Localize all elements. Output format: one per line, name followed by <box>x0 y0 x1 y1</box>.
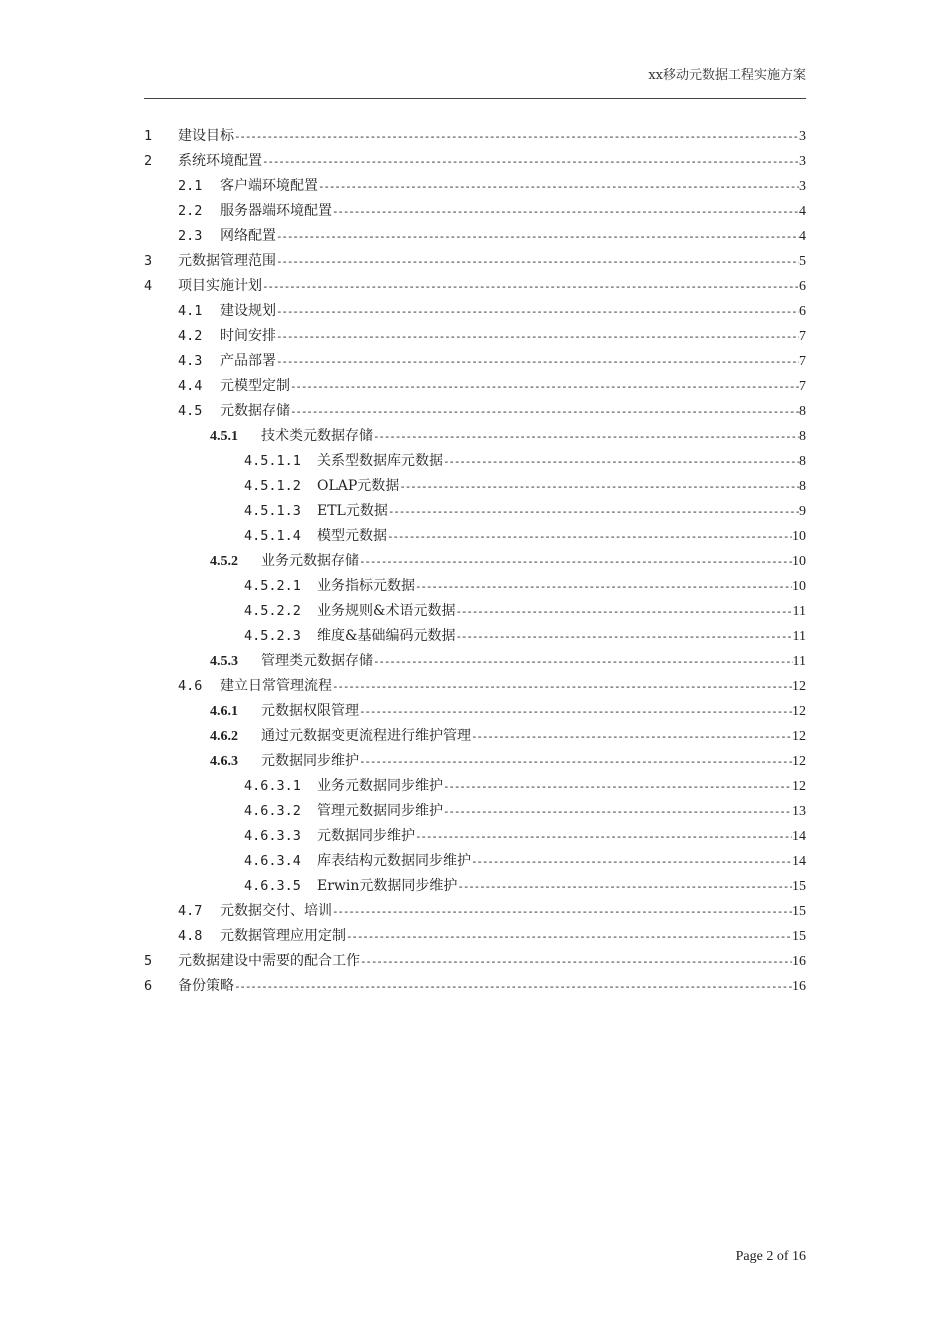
toc-dot-leader <box>415 574 792 599</box>
toc-entry[interactable] <box>144 199 806 224</box>
header-divider <box>144 98 806 99</box>
toc-entry[interactable] <box>144 724 806 749</box>
toc-entry[interactable] <box>144 699 806 724</box>
toc-dot-leader <box>276 349 799 374</box>
toc-dot-leader <box>373 649 793 674</box>
toc-entry-page: 12 <box>792 729 806 744</box>
toc-entry-title: 建设目标 <box>178 128 234 144</box>
toc-entry-title: 元数据权限管理 <box>261 703 359 719</box>
toc-entry[interactable] <box>144 499 806 524</box>
toc-entry-title: 元数据同步维护 <box>261 753 359 769</box>
toc-entry-page: 12 <box>792 754 806 769</box>
toc-entry-number: 4.6.3.3 <box>244 828 301 844</box>
toc-entry-number: 4.5.2.3 <box>244 628 301 644</box>
toc-entry-page: 7 <box>799 329 806 344</box>
toc-entry-number: 4.5.2.2 <box>244 603 301 619</box>
toc-dot-leader <box>276 224 799 249</box>
toc-dot-leader <box>346 924 792 949</box>
toc-entry-page: 14 <box>792 829 806 844</box>
toc-dot-leader <box>457 874 792 899</box>
toc-entry-number: 4.6 <box>178 678 203 694</box>
toc-entry-title: 元数据交付、培训 <box>220 903 332 919</box>
toc-entry-number: 4.2 <box>178 328 203 344</box>
toc-entry[interactable] <box>144 649 806 674</box>
toc-entry-title: 业务元数据同步维护 <box>317 778 443 794</box>
toc-entry-number: 3 <box>144 253 153 269</box>
toc-entry-page: 3 <box>799 154 806 169</box>
toc-entry-title: 管理类元数据存储 <box>261 653 373 669</box>
toc-dot-leader <box>332 674 792 699</box>
toc-dot-leader <box>388 499 799 524</box>
toc-entry[interactable] <box>144 674 806 699</box>
toc-entry[interactable] <box>144 299 806 324</box>
toc-entry-page: 11 <box>792 604 806 619</box>
toc-entry[interactable] <box>144 624 806 649</box>
toc-entry[interactable] <box>144 474 806 499</box>
toc-entry-title: 业务规则&术语元数据 <box>317 603 456 619</box>
toc-entry[interactable] <box>144 749 806 774</box>
toc-entry-title: 业务指标元数据 <box>317 578 415 594</box>
toc-entry-title: 客户端环境配置 <box>220 178 318 194</box>
toc-dot-leader <box>234 124 799 149</box>
toc-dot-leader <box>276 324 799 349</box>
toc-entry-number: 4.7 <box>178 903 203 919</box>
toc-entry-number: 4.5.1.2 <box>244 478 301 494</box>
toc-entry-title: Erwin元数据同步维护 <box>317 878 458 894</box>
toc-entry-number: 2.1 <box>178 178 203 194</box>
toc-entry-page: 16 <box>792 954 806 969</box>
toc-entry-number: 4.5.3 <box>210 654 238 669</box>
toc-entry[interactable] <box>144 949 806 974</box>
toc-entry-title: 服务器端环境配置 <box>220 203 332 219</box>
toc-entry-title: 元数据同步维护 <box>317 828 415 844</box>
toc-entry[interactable] <box>144 274 806 299</box>
toc-entry[interactable] <box>144 174 806 199</box>
toc-dot-leader <box>443 449 799 474</box>
toc-entry-page: 7 <box>799 354 806 369</box>
toc-entry[interactable] <box>144 149 806 174</box>
toc-entry-number: 4.6.3.1 <box>244 778 301 794</box>
toc-entry-page: 12 <box>792 704 806 719</box>
toc-dot-leader <box>290 374 799 399</box>
toc-entry-page: 15 <box>792 929 806 944</box>
toc-entry-number: 4.5.1.4 <box>244 528 301 544</box>
toc-dot-leader <box>360 949 792 974</box>
toc-entry-title: 技术类元数据存储 <box>261 428 373 444</box>
toc-entry-page: 9 <box>799 504 806 519</box>
toc-entry[interactable] <box>144 574 806 599</box>
toc-entry-number: 4.6.3.5 <box>244 878 301 894</box>
toc-entry-title: 元数据建设中需要的配合工作 <box>178 953 360 969</box>
document-title: xx移动元数据工程实施方案 <box>648 68 806 83</box>
toc-dot-leader <box>290 399 799 424</box>
toc-dot-leader <box>262 149 799 174</box>
toc-entry-number: 4.8 <box>178 928 203 944</box>
toc-entry-page: 8 <box>799 479 806 494</box>
toc-entry-title: 元数据管理范围 <box>178 253 276 269</box>
toc-entry-page: 4 <box>799 229 806 244</box>
toc-entry-title: 备份策略 <box>178 978 234 994</box>
toc-entry-page: 15 <box>792 879 806 894</box>
toc-entry-title: 库表结构元数据同步维护 <box>317 853 471 869</box>
toc-entry-page: 11 <box>792 629 806 644</box>
toc-dot-leader <box>359 749 792 774</box>
toc-entry-number: 2.3 <box>178 228 203 244</box>
toc-entry-number: 4.5.1 <box>210 429 238 444</box>
toc-entry-page: 15 <box>792 904 806 919</box>
toc-dot-leader <box>332 899 792 924</box>
toc-entry-title: 业务元数据存储 <box>261 553 359 569</box>
toc-entry-page: 10 <box>792 554 806 569</box>
toc-entry-number: 1 <box>144 128 153 144</box>
toc-dot-leader <box>373 424 799 449</box>
toc-entry-number: 4.6.3.4 <box>244 853 301 869</box>
toc-entry[interactable] <box>144 824 806 849</box>
toc-entry-title: 建设规划 <box>220 303 276 319</box>
toc-entry[interactable] <box>144 449 806 474</box>
toc-entry-page: 16 <box>792 979 806 994</box>
toc-entry-title: ETL元数据 <box>317 503 388 519</box>
toc-entry[interactable] <box>144 524 806 549</box>
toc-entry[interactable] <box>144 324 806 349</box>
toc-entry-number: 4 <box>144 278 153 294</box>
toc-entry-page: 4 <box>799 204 806 219</box>
toc-entry[interactable] <box>144 399 806 424</box>
toc-entry[interactable] <box>144 249 806 274</box>
toc-dot-leader <box>399 474 799 499</box>
toc-dot-leader <box>276 249 799 274</box>
toc-entry-page: 14 <box>792 854 806 869</box>
toc-entry-page: 8 <box>799 404 806 419</box>
toc-entry-title: 元数据存储 <box>220 403 290 419</box>
toc-entry[interactable] <box>144 549 806 574</box>
toc-entry-page: 3 <box>799 179 806 194</box>
toc-entry[interactable] <box>144 599 806 624</box>
toc-entry-page: 6 <box>799 279 806 294</box>
toc-entry-number: 4.1 <box>178 303 203 319</box>
toc-entry-number: 6 <box>144 978 153 994</box>
toc-dot-leader <box>332 199 799 224</box>
toc-dot-leader <box>359 549 792 574</box>
toc-entry-number: 4.4 <box>178 378 203 394</box>
toc-dot-leader <box>262 274 799 299</box>
toc-entry[interactable] <box>144 124 806 149</box>
toc-entry-title: 时间安排 <box>220 328 276 344</box>
toc-entry-title: 网络配置 <box>220 228 276 244</box>
toc-entry[interactable] <box>144 899 806 924</box>
toc-dot-leader <box>234 974 792 999</box>
toc-entry[interactable] <box>144 224 806 249</box>
toc-entry-title: 模型元数据 <box>317 528 387 544</box>
toc-dot-leader <box>415 824 792 849</box>
toc-dot-leader <box>318 174 799 199</box>
toc-dot-leader <box>387 524 792 549</box>
toc-entry-number: 4.5.2.1 <box>244 578 301 594</box>
toc-entry-page: 5 <box>799 254 806 269</box>
toc-dot-leader <box>455 624 792 649</box>
toc-entry[interactable] <box>144 874 806 899</box>
toc-dot-leader <box>455 599 792 624</box>
toc-entry-number: 4.5 <box>178 403 203 419</box>
toc-dot-leader <box>276 299 799 324</box>
toc-entry-title: OLAP元数据 <box>317 478 400 494</box>
toc-entry-title: 元数据管理应用定制 <box>220 928 346 944</box>
toc-entry-title: 维度&基础编码元数据 <box>317 628 456 644</box>
toc-entry-page: 13 <box>792 804 806 819</box>
toc-entry-number: 2 <box>144 153 153 169</box>
toc-entry[interactable] <box>144 849 806 874</box>
table-of-contents <box>144 124 806 999</box>
toc-dot-leader <box>359 699 792 724</box>
toc-entry-title: 系统环境配置 <box>178 153 262 169</box>
toc-entry[interactable] <box>144 374 806 399</box>
toc-entry-number: 4.6.3 <box>210 754 238 769</box>
toc-entry-number: 4.5.1.3 <box>244 503 301 519</box>
toc-dot-leader <box>471 849 792 874</box>
toc-dot-leader <box>443 799 792 824</box>
toc-entry-number: 4.6.3.2 <box>244 803 301 819</box>
toc-entry-number: 5 <box>144 953 153 969</box>
toc-entry-page: 8 <box>799 429 806 444</box>
toc-entry-title: 关系型数据库元数据 <box>317 453 443 469</box>
toc-entry-page: 6 <box>799 304 806 319</box>
toc-entry-page: 8 <box>799 454 806 469</box>
toc-entry-page: 7 <box>799 379 806 394</box>
toc-entry-number: 4.5.2 <box>210 554 238 569</box>
toc-entry-page: 3 <box>799 129 806 144</box>
toc-entry-page: 11 <box>792 654 806 669</box>
toc-entry-title: 通过元数据变更流程进行维护管理 <box>261 728 471 744</box>
toc-entry-number: 4.5.1.1 <box>244 453 301 469</box>
toc-entry-title: 建立日常管理流程 <box>220 678 332 694</box>
toc-entry-title: 元模型定制 <box>220 378 290 394</box>
toc-entry-page: 12 <box>792 779 806 794</box>
toc-entry-title: 管理元数据同步维护 <box>317 803 443 819</box>
toc-entry[interactable] <box>144 349 806 374</box>
toc-entry-number: 2.2 <box>178 203 203 219</box>
toc-entry-number: 4.6.2 <box>210 729 238 744</box>
toc-entry-number: 4.6.1 <box>210 704 238 719</box>
toc-entry[interactable] <box>144 974 806 999</box>
toc-entry-page: 10 <box>792 579 806 594</box>
toc-entry-page: 12 <box>792 679 806 694</box>
toc-entry[interactable] <box>144 424 806 449</box>
toc-dot-leader <box>443 774 792 799</box>
toc-entry-title: 产品部署 <box>220 353 276 369</box>
toc-entry[interactable] <box>144 799 806 824</box>
toc-entry-number: 4.3 <box>178 353 203 369</box>
toc-entry[interactable] <box>144 774 806 799</box>
toc-dot-leader <box>471 724 792 749</box>
page-number: Page 2 of 16 <box>735 1249 806 1264</box>
toc-entry-page: 10 <box>792 529 806 544</box>
toc-entry[interactable] <box>144 924 806 949</box>
toc-entry-title: 项目实施计划 <box>178 278 262 294</box>
